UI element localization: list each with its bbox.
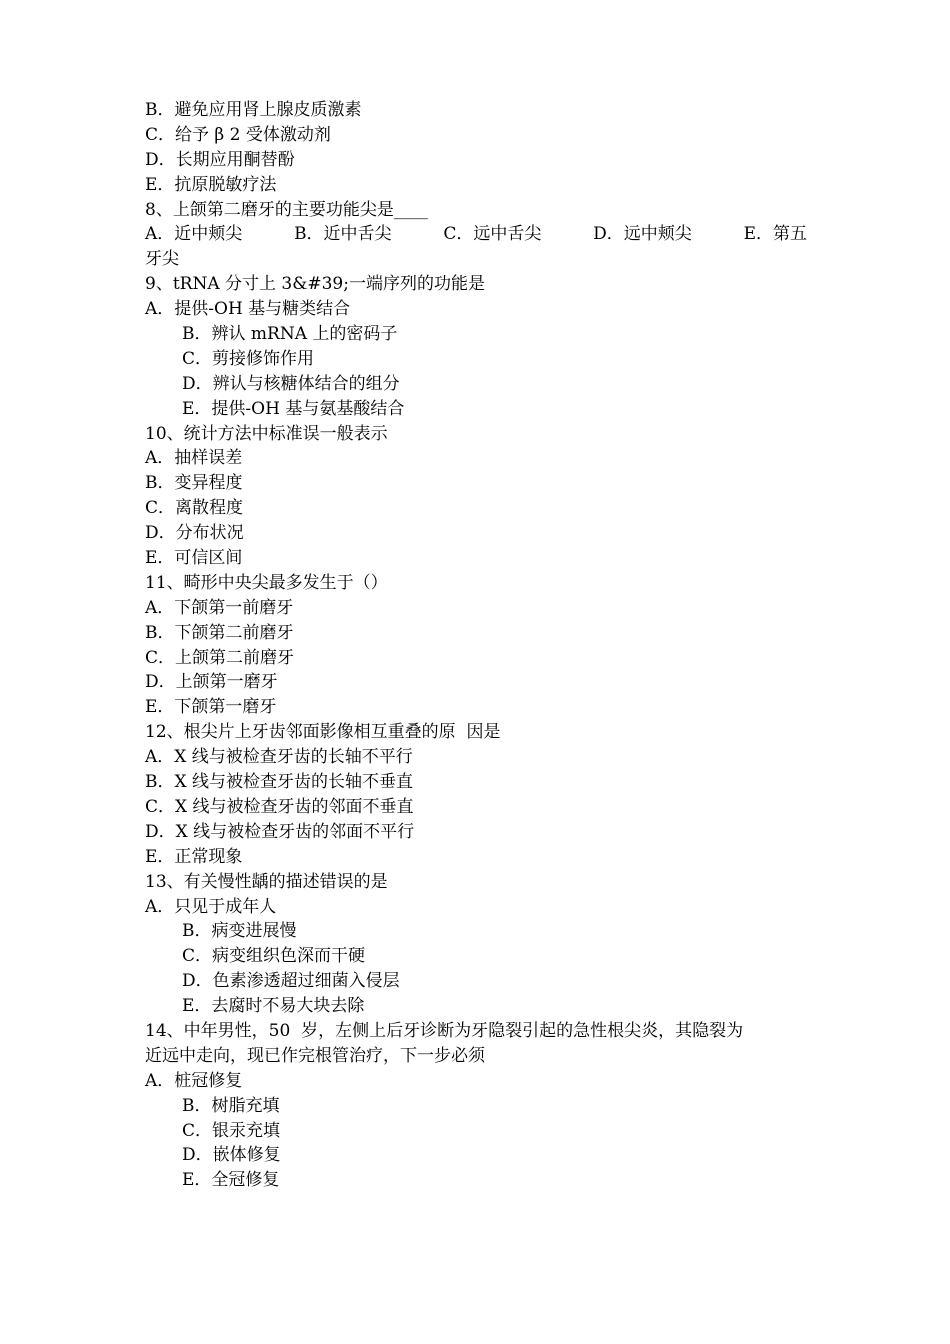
q7-option-b: B．避免应用肾上腺皮质激素 — [145, 100, 362, 120]
q11-option-e: E．下颌第一磨牙 — [145, 697, 277, 718]
q9-option-a: A．提供-OH 基与糖类结合 — [145, 299, 351, 320]
q14-option-a: A．桩冠修复 — [145, 1070, 243, 1091]
q14-option-b: B．树脂充填 — [182, 1095, 280, 1116]
q8-option-e: E．第五 — [743, 224, 807, 245]
q9-option-d: D．辨认与核糖体结合的组分 — [182, 373, 400, 394]
q12-option-a: A．X 线与被检查牙齿的长轴不平行 — [145, 747, 413, 768]
q12-stem: 12、根尖片上牙齿邻面影像相互重叠的原 因是 — [145, 722, 501, 743]
q12-option-e: E．正常现象 — [145, 846, 243, 867]
q11-option-a: A．下颌第一前磨牙 — [145, 597, 294, 618]
q8-options-row — [145, 222, 807, 247]
q12-option-b: B．X 线与被检查牙齿的长轴不垂直 — [145, 772, 413, 793]
q10-option-b: B．变异程度 — [145, 473, 243, 494]
q13-stem: 13、有关慢性龋的描述错误的是 — [145, 871, 388, 892]
q7-option-d: D．长期应用酮替酚 — [145, 149, 295, 170]
q10-stem: 10、统计方法中标准误一般表示 — [145, 423, 388, 444]
q8-option-d: D．远中颊尖 — [593, 224, 692, 245]
q11-option-c: C．上颌第二前磨牙 — [145, 647, 295, 668]
q8-option-e-continuation: 牙尖 — [145, 249, 179, 270]
q14-option-d: D．嵌体修复 — [182, 1145, 281, 1166]
q13-option-c: C．病变组织色深而干硬 — [182, 946, 366, 967]
page-content — [145, 98, 810, 1193]
q10-option-a: A．抽样误差 — [145, 448, 243, 469]
q14-option-c: C．银汞充填 — [182, 1120, 281, 1141]
q9-option-c: C．剪接修饰作用 — [182, 348, 315, 369]
q10-option-d: D．分布状况 — [145, 523, 244, 544]
q8-option-a: A．近中颊尖 — [145, 224, 243, 245]
q9-option-e: E．提供-OH 基与氨基酸结合 — [182, 398, 405, 419]
q8-option-b: B．近中舌尖 — [294, 224, 392, 245]
q14-stem-line-2: 近远中走向，现已作完根管治疗，下一步必须 — [145, 1045, 485, 1066]
q7-option-e: E．抗原脱敏疗法 — [145, 174, 277, 195]
q11-option-b: B．下颌第二前磨牙 — [145, 622, 294, 643]
q11-option-d: D．上颌第一磨牙 — [145, 672, 278, 693]
q9-option-b: B．辨认 mRNA 上的密码子 — [182, 324, 398, 345]
q11-stem: 11、畸形中央尖最多发生于（） — [145, 572, 388, 593]
q9-stem: 9、tRNA 分寸上 3&#39;一端序列的功能是 — [145, 274, 485, 295]
q12-option-d: D．X 线与被检查牙齿的邻面不平行 — [145, 821, 415, 842]
q14-stem-line-1: 14、中年男性，50 岁，左侧上后牙诊断为牙隐裂引起的急性根尖炎，其隐裂为 — [145, 1020, 744, 1041]
q8-option-c: C．远中舌尖 — [443, 224, 542, 245]
q10-option-e: E．可信区间 — [145, 548, 243, 569]
q12-option-c: C．X 线与被检查牙齿的邻面不垂直 — [145, 796, 414, 817]
q13-option-b: B．病变进展慢 — [182, 921, 297, 942]
q13-option-d: D．色素渗透超过细菌入侵层 — [182, 971, 400, 992]
q7-option-c: C．给予 β 2 受体激动剂 — [145, 124, 331, 145]
q13-option-e: E．去腐时不易大块去除 — [182, 996, 365, 1017]
q14-option-e: E．全冠修复 — [182, 1170, 280, 1191]
q8-stem: 8、上颌第二磨牙的主要功能尖是____ — [145, 199, 428, 220]
q10-option-c: C．离散程度 — [145, 498, 244, 519]
q13-option-a: A．只见于成年人 — [145, 896, 277, 917]
